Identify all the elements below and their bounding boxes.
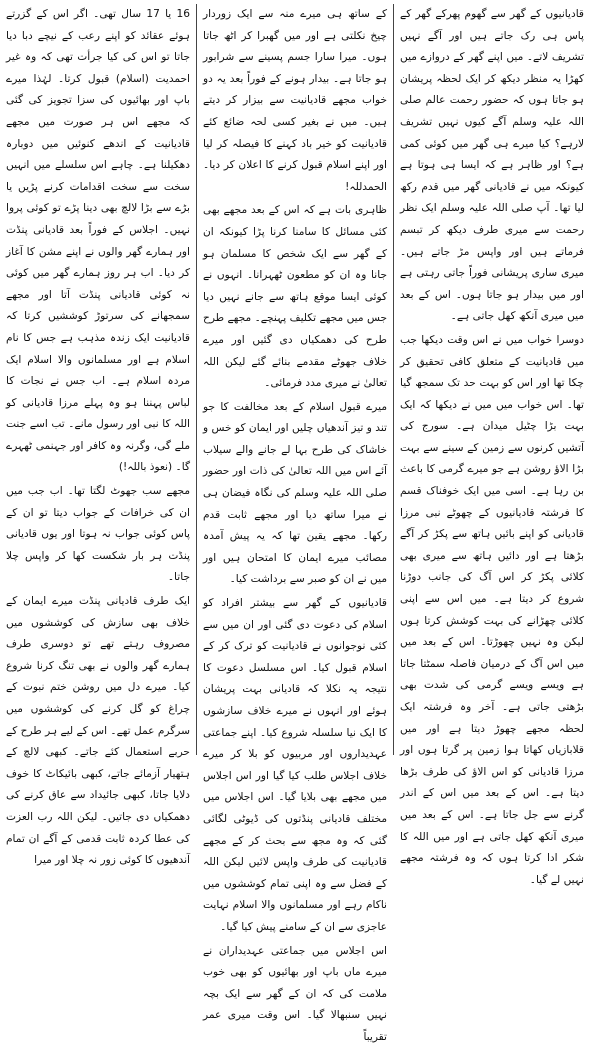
- paragraph: قادیانیوں کے گھر سے گھوم پھرکے گھر کے پاس ہی رک جاتے ہیں اور آگے نہیں تشریف لاتے۔ میں اپنے گھر کے دروازے میں کھڑا یہ منظر دیکھ کر ایک لحظہ پریشان ہو جاتا ہوں کہ حضور رحمت عالم صلی اللہ علیہ وسلم آگے کیوں نہیں تشریف لارہے؟ کیا میرے ہی گھر میں کوئی کمی ہے؟ اور ظاہر ہے کہ ایسا ہی ہوتا ہے کیونکہ میں نے قادیانی گھر میں قدم رکھ لیا تھا۔ آپ صلی اللہ علیہ وسلم ایک نظر رحمت سے میری طرف دیکھ کر تبسم فرماتے ہیں اور واپس مڑ جاتے ہیں۔ میری ساری پریشانی فوراً جاتی رہتی ہے اور میں بیدار ہو جاتا ہوں۔ اس کے بعد میں میری آنکھ کھل جاتی ہے۔: [400, 8, 584, 323]
- column-right: [400, 4, 584, 886]
- paragraph: اس اجلاس میں جماعتی عہدیداران نے میرے ماں باپ اور بھائیوں کو بھی خوب ملامت کی کہ ان کے گھر سے ایک بچہ نہیں سنبھالا گیا۔ اس وقت میری عمر تقریباً: [203, 944, 387, 1043]
- column-divider: [393, 4, 394, 755]
- paragraph: ایک طرف قادیانی پنڈت میرے ایمان کے خلاف بھی سازش کی کوششوں میں مصروف رہتے تھے تو دوسری طرف ہمارے گھر والوں نے بھی تنگ کرنا شروع کیا۔ میرے دل میں روشن ختم نبوت کے چراغ کو گل کرنے کی کوششوں میں سرگرم عمل تھے۔ اس کے لیے ہر طرح کے حربے استعمال کئے جاتے۔ کبھی لالچ کے ہتھیار آزمائے جاتے، کبھی بائیکاٹ کا خوف دلایا جاتا، کبھی جائیداد سے عاق کرنے کی دھمکیاں دی جاتیں۔ لیکن اللہ رب العزت کی عطا کردہ ثابت قدمی کے آگے ان تمام آندھیوں کا کوئی زور نہ چلا اور میرا: [6, 595, 190, 867]
- paragraph: مجھے سب جھوٹ لگتا تھا۔ اب جب میں ان کی خرافات کے جواب دیتا تو ان کے پاس کوئی جواب نہ ہوتا اور یوں قادیانی پنڈت ہر بار شکست کھا کر واپس چلا جاتا۔: [6, 485, 190, 584]
- paragraph: قادیانیوں کے گھر سے بیشتر افراد کو اسلام کی دعوت دی گئی اور ان میں سے کئی نوجوانوں نے قادیانیت کو ترک کر کے اسلام قبول کیا۔ اس مسلسل دعوت کا نتیجہ یہ نکلا کہ قادیانی بہت پریشان ہوئے اور انہوں نے میرے خلاف سازشوں کا ایک نیا سلسلہ شروع کیا۔ اپنے جماعتی عہدیداروں اور مربیوں کو بلا کر میرے خلاف اجلاس طلب کیا گیا اور اس اجلاس میں مجھے بھی بلایا گیا۔ اس اجلاس میں مختلف قادیانی پنڈتوں کی ڈیوٹی لگائی گئی کہ وہ مجھ سے بحث کر کے مجھے قادیانیت کی طرف واپس لائیں لیکن اللہ کے فضل سے وہ اپنی تمام کوششوں میں ناکام رہے اور مسلمانوں والا اسلام نہایت عاجزی سے ان کے سامنے پیش کیا گیا۔: [203, 597, 387, 933]
- column-left: [6, 4, 190, 867]
- paragraph: دوسرا خواب میں نے اس وقت دیکھا جب میں قادیانیت کے متعلق کافی تحقیق کر چکا تھا اور اس کو بہت حد تک سمجھ گیا تھا۔ اس خواب میں میں نے دیکھا کہ ایک بہت بڑا چٹیل میدان ہے۔ سورج کی آتشیں کرنوں سے زمین کے سینے سے بہت بڑا الاؤ روشن ہے جو میرے گرمی کا باعث بن رہا ہے۔ اسی میں ایک خوفناک قسم کا فرشتہ قادیانیوں کے چھوٹے نبی مرزا قادیانی کو اپنے بائیں ہاتھ سے پکڑ کر آگے بڑھتا ہے اور دائیں ہاتھ سے میری بھی کلائی پکڑ کر اس آگ کی جانب دوڑنا شروع کر دیتا ہے۔ میں اس سے اپنی کلائی چھڑانے کی بہت کوشش کرتا ہوں لیکن وہ نہیں چھوڑتا۔ اس کے بعد میں میں اس آگ کے درمیان فاصلہ سمٹتا جاتا ہے ویسے ویسے گرمی کی شدت بھی بڑھتی جاتی ہے۔ آخر وہ فرشتہ ایک لحظہ مجھے چھوڑ دیتا ہے اور میں قلابازیاں کھاتا ہوا زمین پر گرتا ہوں اور مرزا قادیانی کو اس الاؤ کی طرف بڑھا دیتا ہے۔ اس کے بعد میں اس کے اندر گرنے سے جل جاتا ہے۔ اس کے بعد میں میری آنکھ کھل جاتی ہے اور میں اللہ کا شکر ادا کرتا ہوں کہ وہ فرشتہ مجھے نہیں لے گیا۔: [400, 333, 584, 886]
- paragraph: کے ساتھ ہی میرے منہ سے ایک زوردار چیخ نکلتی ہے اور میں گھبرا کر اٹھ جاتا ہوں۔ میرا سارا جسم پسینے سے شرابور ہو جاتا ہے۔ بیدار ہونے کے فوراً بعد یہ دو خواب مجھے قادیانیت سے بیزار کر دیتے ہیں۔ میں نے بغیر کسی لحہ ضائع کئے قادیانیت کو خیر باد کہنے کا فیصلہ کر لیا اور اپنے اسلام قبول کرنے کا اعلان کر دیا۔ الحمدللہ!: [203, 8, 387, 193]
- column-divider: [196, 4, 197, 755]
- paragraph: میرے قبول اسلام کے بعد مخالفت کا جو تند و تیز آندھیاں چلیں اور ایمان کو خس و خاشاک کی طرح بہا لے جانے والے سیلاب آئے اس میں اللہ تعالیٰ کی ذات اور حضور صلی اللہ علیہ وسلم کی نگاہ فیضان ہی نے میرا ساتھ دیا اور مجھے ثابت قدم رکھا۔ مجھے یقین تھا کہ یہ پیش آمدہ مصائب میرے ایمان کا امتحان ہیں اور میں نے ان کو صبر سے برداشت کیا۔: [203, 400, 387, 586]
- column-middle: [203, 4, 387, 1043]
- paragraph: 16 یا 17 سال تھی۔ اگر اس کے گزرتے ہوئے عقائد کو اپنے رعب کے نیچے دبا دیا جاتا تو اس کی کیا جرأت تھی کہ وہ غیر احمدیت (اسلام) قبول کرتا۔ لہٰذا میرے باپ اور بھائیوں کی سزا تجویز کی گئی کہ مجھے اس ہر صورت میں مجھے قادیانیت کے اندھے کنوئیں میں دوبارہ دھکیلنا ہے۔ چاہے اس سلسلے میں انہیں سخت سے سخت اقدامات کرنے پڑیں یا بڑے سے بڑا لالچ بھی دینا پڑے تو کوئی پروا نہیں۔ اجلاس کے فوراً بعد قادیانی پنڈت اور ہمارے گھر والوں نے اپنے مشن کا آغاز کر دیا۔ اب ہر روز ہمارے گھر میں کوئی نہ کوئی قادیانی پنڈت آتا اور مجھے سمجھانے کی سرتوڑ کوششیں کرتا کہ قادیانیت ایک زندہ مذہب ہے جس کا نام اسلام ہے اور مسلمانوں والا اسلام ایک مردہ اسلام ہے۔ اب جس نے نجات کا لباس پہننا ہو وہ پہلے مرزا قادیانی کو اللہ کا نبی اور رسول مانے۔ تب اسے جنت ملے گی، وگرنہ وہ کافر اور جہنمی ٹھہرے گا۔ (نعوذ باللہ!): [6, 8, 190, 474]
- paragraph: ظاہری بات ہے کہ اس کے بعد مجھے بھی کئی مسائل کا سامنا کرنا پڑا کیونکہ ان کے گھر سے ایک شخص کا مسلمان ہو جانا وہ ان کو مطعون ٹھہرانا۔ انہوں نے کوئی ایسا موقع ہاتھ سے جانے نہیں دیا جس میں مجھے تکلیف پہنچے۔ مجھے طرح طرح کی دھمکیاں دی گئیں اور میرے خلاف جھوٹے مقدمے بنائے گئے لیکن اللہ تعالیٰ نے میری مدد فرمائی۔: [203, 204, 387, 390]
